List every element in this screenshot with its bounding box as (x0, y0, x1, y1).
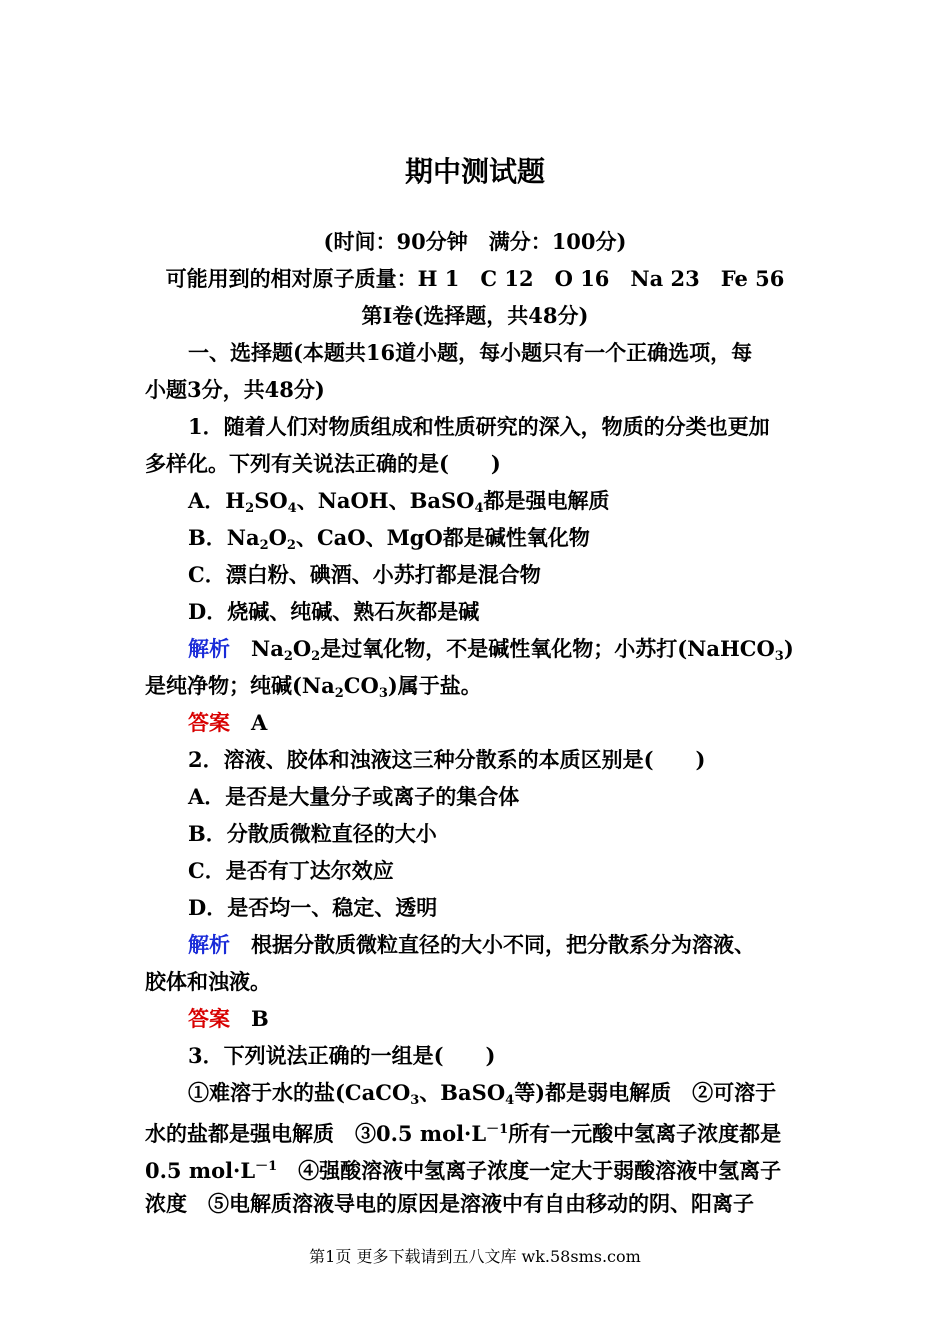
analysis-label: 解析 (188, 932, 230, 957)
page-footer: 第1页 更多下载请到五八文库 wk.58sms.com (309, 1247, 641, 1266)
time-line: (时间：90分钟 满分：100分) (323, 229, 627, 254)
q1-option-b: B．$Na_2O_2$、CaO、MgO都是碱性氧化物 (188, 525, 590, 553)
section-heading-line1: 一、选择题(本题共16道小题，每小题只有一个正确选项，每 (188, 340, 753, 365)
q3-line3: 0.5 $mol\cdot L^{-1}$ ④强酸溶液中氢离子浓度一定大于弱酸溶液中氢离子 (145, 1158, 782, 1183)
q1-analysis-line1: 解析 $Na_2O_2$是过氧化物，不是碱性氧化物；小苏打(NaHCO$_3$) (188, 636, 794, 664)
q2-analysis-line1: 解析 根据分散质微粒直径的大小不同，把分散系分为溶液、 (188, 932, 755, 957)
q1-option-a: A．$H_2SO_4$、NaOH、BaSO$_4$都是强电解质 (188, 488, 610, 516)
q1-option-c: C．漂白粉、碘酒、小苏打都是混合物 (188, 562, 541, 587)
q1-option-d: D．烧碱、纯碱、熟石灰都是碱 (188, 599, 480, 624)
q3-line1: ①难溶于水的盐(CaCO$_3$、BaSO$_4$等)都是弱电解质 ②可溶于 (188, 1080, 777, 1108)
page-title: 期中测试题 (404, 155, 545, 188)
q2-option-a: A．是否是大量分子或离子的集合体 (188, 784, 520, 809)
q1-stem-line1: 1．随着人们对物质组成和性质研究的深入，物质的分类也更加 (188, 414, 770, 439)
q3-line4: 浓度 ⑤电解质溶液导电的原因是溶液中有自由移动的阴、阳离子 (145, 1191, 754, 1216)
q3-stem: 3．下列说法正确的一组是( ) (188, 1043, 496, 1068)
q1-answer: 答案 A (188, 710, 268, 735)
q1-analysis-line2: 是纯净物；纯碱$(Na_2CO_3)$属于盐。 (145, 673, 482, 701)
q2-answer: 答案 B (188, 1006, 269, 1031)
q2-stem: 2．溶液、胶体和浊液这三种分散系的本质区别是( ) (188, 747, 706, 772)
q1-stem-line2: 多样化。下列有关说法正确的是( ) (145, 451, 501, 476)
q2-option-c: C．是否有丁达尔效应 (188, 858, 394, 883)
atomic-mass-line: 可能用到的相对原子质量：H 1 C 12 O 16 Na 23 Fe 56 (165, 266, 785, 291)
volume-heading: 第Ⅰ卷(选择题，共48分) (361, 303, 589, 328)
q2-analysis-line2: 胶体和浊液。 (145, 969, 271, 994)
q2-option-b: B．分散质微粒直径的大小 (188, 821, 437, 846)
q3-line2: 水的盐都是强电解质 ③0.5 $mol\cdot L^{-1}$所有一元酸中氢离子浓度都是 (145, 1121, 782, 1146)
q2-option-d: D．是否均一、稳定、透明 (188, 895, 438, 920)
answer-label: 答案 (188, 1006, 230, 1031)
answer-label: 答案 (188, 710, 230, 735)
analysis-label: 解析 (188, 636, 230, 661)
section-heading-line2: 小题3分，共48分) (145, 377, 325, 402)
